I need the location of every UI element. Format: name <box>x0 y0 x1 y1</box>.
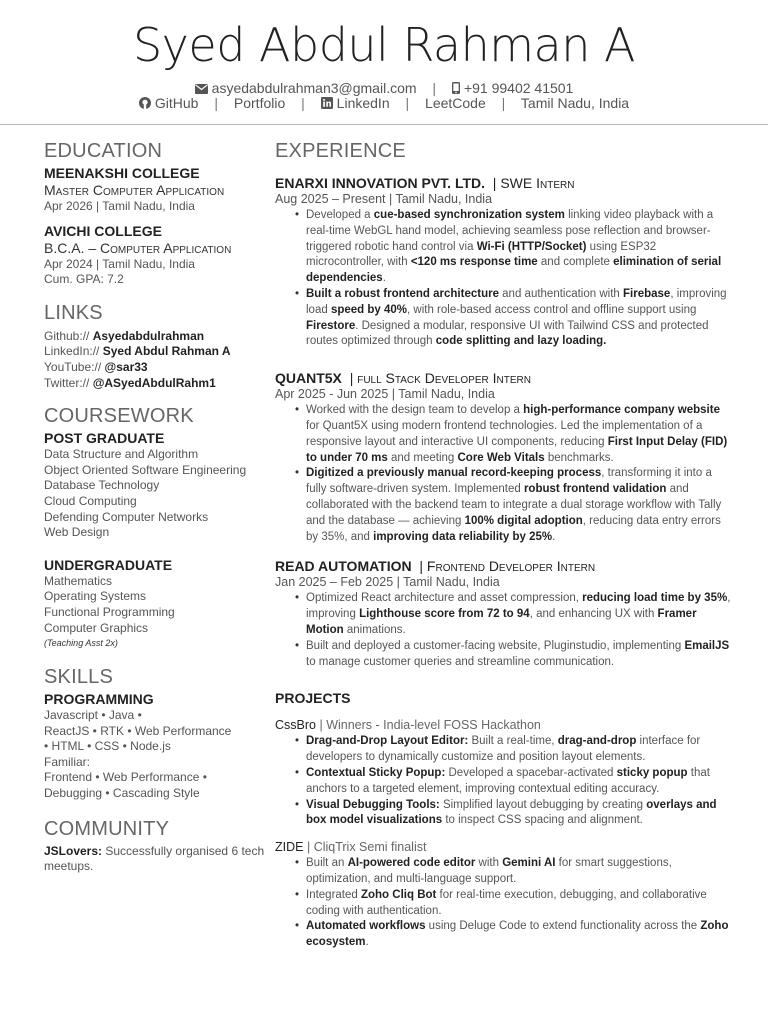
bold-phrase: Zoho ecosystem <box>306 920 729 949</box>
job-bullet: • Worked with the design team to develop a high-performance company website for Quant5X using modern frontend technologies. Led the implementation of a responsive layout and interactive UI components, reducing First Input Delay (FID) to under 70 ms and meeting Core Web Vitals benchmarks. <box>295 403 735 466</box>
project-bullet: • Visual Debugging Tools: Simplified layout debugging by creating overlays and box model visualizations to inspect CSS spacing and alignment. <box>295 798 735 830</box>
degree: Master Computer Application <box>44 182 225 198</box>
project-bullet: • Contextual Sticky Popup: Developed a spacebar-activated sticky popup that anchors to a targeted element, improving contextual editing accuracy. <box>295 766 735 798</box>
bold-phrase: code splitting and lazy loading. <box>435 335 607 348</box>
bold-phrase: AI-powered code editor <box>347 857 476 870</box>
job-role: | full Stack Developer Intern <box>349 370 531 387</box>
degree: B.C.A. – Computer Application <box>44 239 232 256</box>
company-name: QUANT5X <box>275 370 342 387</box>
separator: | <box>301 95 305 111</box>
job-bullet: • Optimized React architecture and asset compression, reducing load time by 35%, improving Lighthouse score from 72 to 94, and enhancing UX with Framer Motion animations. <box>295 591 735 638</box>
bold-phrase: First Input Delay (FID) to under 70 ms <box>306 435 728 464</box>
skill-line: Javascript • Java • <box>44 708 142 723</box>
experience-heading: EXPERIENCE <box>275 140 406 162</box>
separator: | <box>405 95 410 111</box>
linkedin-link-text: LinkedIn <box>336 95 390 111</box>
bold-phrase: EmailJS <box>684 639 730 652</box>
link-value: Asyedabdulrahman <box>92 328 205 343</box>
skills-list <box>44 708 266 802</box>
job-header <box>275 369 735 387</box>
bold-phrase: Gemini AI <box>502 857 556 870</box>
separator: | <box>214 95 218 111</box>
job-meta: Aug 2025 – Present | Tamil Nadu, India <box>275 192 493 206</box>
job-bullet: • Built and deployed a customer-facing website, Pluginstudio, implementing EmailJS to manage customer queries and streamline communication. <box>295 639 735 671</box>
project-tag: | CliqTrix Semi finalist <box>306 840 427 855</box>
link-label: Twitter:// <box>44 375 90 390</box>
link-item[interactable] <box>44 376 266 392</box>
email-text: asyedabdulrahman3@gmail.com <box>211 80 417 96</box>
job-entry <box>275 557 735 670</box>
course-item: Object Oriented Software Engineering <box>44 462 247 477</box>
github-link[interactable] <box>139 95 199 111</box>
job-bullet: • Built a robust frontend architecture and authentication with Firebase, improving load speed by 40%, with role-based access control and offline support using Firestore. Designed a modular, responsive UI with Tailwind CSS and protected routes optimized through code splitting and lazy loading. <box>295 287 735 350</box>
course-item: Web Design <box>44 525 110 540</box>
github-icon <box>139 97 151 109</box>
portfolio-link[interactable]: Portfolio <box>233 95 286 111</box>
teaching-note: (Teaching Asst 2x) <box>44 638 118 649</box>
job-bullet: • Digitized a previously manual record-keeping process, transforming it into a fully software-driven system. Implemented robust frontend validation and collaborated with the backend team to integrate a dual storage workflow with Tally and the database — achieving 100% digital adoption, reducing data entry errors by 35%, and improving data reliability by 25%. <box>295 466 735 545</box>
separator: | <box>432 80 437 96</box>
school-name: AVICHI COLLEGE <box>44 222 162 239</box>
link-value: @ASyedAbdulRahm1 <box>92 375 216 390</box>
projects-heading: PROJECTS <box>275 690 351 707</box>
job-meta: Apr 2025 - Jun 2025 | Tamil Nadu, India <box>275 387 495 402</box>
project-entry <box>275 839 735 951</box>
pg-heading: POST GRADUATE <box>44 430 165 447</box>
location-text: Tamil Nadu, India <box>520 95 630 111</box>
project-header <box>275 839 735 855</box>
bold-phrase: sticky popup <box>616 766 688 779</box>
project-bullet: • Drag-and-Drop Layout Editor: Built a real-time, drag-and-drop interface for developers to dynamically customize and position layout elements. <box>295 734 735 766</box>
bold-phrase: Zoho Cliq Bot <box>360 888 437 901</box>
phone-link[interactable] <box>452 80 573 96</box>
coursework-heading: COURSEWORK <box>44 405 194 428</box>
project-bullet: • Integrated Zoho Cliq Bot for real-time execution, debugging, and collaborative coding with authentication. <box>295 888 735 920</box>
project-bullets <box>295 734 735 829</box>
header-divider <box>0 124 768 125</box>
separator: | <box>501 95 506 111</box>
bold-phrase: robust frontend validation <box>523 483 667 496</box>
project-header <box>275 717 735 733</box>
job-bullet: • Developed a cue-based synchronization system linking video playback with a real-time WebGL hand model, achieving seamless pose reflection and browser-triggered robotic hand control via Wi-Fi (HTTP/Socket) using ESP32 microcontroller, with <120 ms response time and complete elimination of serial dependencies. <box>295 208 735 287</box>
bold-phrase: Firebase <box>623 287 671 300</box>
pg-course-list <box>44 447 266 541</box>
company-name: READ AUTOMATION <box>275 558 412 575</box>
company-name: ENARXI INNOVATION PVT. LTD. <box>275 175 486 191</box>
skill-line: • HTML • CSS • Node.js <box>44 739 171 754</box>
job-entry <box>275 174 735 350</box>
links-heading: LINKS <box>44 301 103 324</box>
bold-phrase: 100% digital adoption <box>464 514 583 527</box>
project-bullets <box>295 856 735 951</box>
bold-phrase: cue-based synchronization system <box>373 209 565 221</box>
project-entry <box>275 717 735 829</box>
bold-phrase: Lighthouse score from 72 to 94 <box>359 608 530 621</box>
bold-phrase: reducing load time by 35% <box>582 592 728 605</box>
envelope-icon <box>195 84 208 94</box>
link-item[interactable] <box>44 360 266 376</box>
project-name: CssBro <box>275 718 316 733</box>
link-value: Syed Abdul Rahman A <box>102 344 231 359</box>
bold-phrase: Visual Debugging Tools: <box>306 798 440 811</box>
job-meta: Jan 2025 – Feb 2025 | Tamil Nadu, India <box>275 575 500 590</box>
job-role: | SWE Intern <box>492 175 575 191</box>
link-value: @sar33 <box>104 359 148 374</box>
course-item: Functional Programming <box>44 604 175 619</box>
project-name: ZIDE <box>275 840 304 855</box>
job-bullets <box>295 591 735 670</box>
linkedin-icon <box>321 97 333 109</box>
programming-heading: PROGRAMMING <box>44 691 154 708</box>
job-header <box>275 557 735 575</box>
education-date: Apr 2024 | Tamil Nadu, India <box>44 256 195 271</box>
resume-name: Syed Abdul Rahman A <box>132 18 635 72</box>
course-item: Data Structure and Algorithm <box>44 447 199 462</box>
bold-phrase: Built a robust frontend architecture <box>306 287 499 300</box>
project-bullet: • Automated workflows using Deluge Code to extend functionality across the Zoho ecosystem. <box>295 919 735 951</box>
link-item[interactable] <box>44 344 266 360</box>
bold-phrase: Framer Motion <box>306 608 697 636</box>
linkedin-link[interactable] <box>321 95 390 111</box>
community-text: Successfully organised 6 tech meetups. <box>44 843 265 874</box>
community-heading: COMMUNITY <box>44 817 170 840</box>
education-entry <box>44 165 266 215</box>
community-org: JSLovers: <box>44 843 103 858</box>
ug-heading: UNDERGRADUATE <box>44 556 173 573</box>
job-header <box>275 174 735 192</box>
course-item: Cloud Computing <box>44 493 137 508</box>
bold-phrase: Automated workflows <box>306 920 426 933</box>
email-link[interactable] <box>195 80 417 96</box>
bold-phrase: Contextual Sticky Popup: <box>306 766 446 779</box>
phone-icon <box>452 82 460 94</box>
link-label: Github:// <box>44 328 90 343</box>
skill-line: Debugging • Cascading Style <box>44 786 200 801</box>
job-bullets <box>295 208 735 350</box>
community-entry <box>44 844 266 875</box>
job-entry <box>275 369 735 545</box>
bold-phrase: overlays and box model visualizations <box>306 798 717 827</box>
leetcode-link[interactable]: LeetCode <box>425 95 486 111</box>
course-item: Defending Computer Networks <box>44 509 209 524</box>
skill-line: ReactJS • RTK • Web Performance <box>44 723 232 738</box>
education-date: Apr 2026 | Tamil Nadu, India <box>44 199 195 213</box>
bold-phrase: Wi-Fi (HTTP/Socket) <box>476 240 587 253</box>
school-name: MEENAKSHI COLLEGE <box>44 165 200 181</box>
phone-text: +91 99402 41501 <box>463 80 574 96</box>
bold-phrase: Digitized a previously manual record-keeping process <box>306 467 602 480</box>
gpa: Cum. GPA: 7.2 <box>44 272 124 287</box>
link-label: LinkedIn:// <box>44 344 100 359</box>
skill-line: Familiar: <box>44 754 91 769</box>
bold-phrase: drag-and-drop <box>557 735 637 748</box>
contact-line-primary <box>0 80 768 96</box>
link-item[interactable] <box>44 329 266 345</box>
bold-phrase: Firestore <box>306 319 356 332</box>
github-link-text: GitHub <box>154 95 199 111</box>
left-column <box>44 138 266 875</box>
bold-phrase: high-performance company website <box>523 404 720 417</box>
job-bullets <box>295 403 735 545</box>
education-heading: EDUCATION <box>44 140 163 162</box>
skills-heading: SKILLS <box>44 666 114 689</box>
links-list <box>44 329 266 391</box>
link-label: YouTube:// <box>44 359 102 374</box>
bold-phrase: <120 ms response time <box>410 256 538 269</box>
right-column <box>275 138 735 951</box>
bold-phrase: speed by 40% <box>330 303 408 316</box>
course-item: Database Technology <box>44 478 160 493</box>
job-role: | Frontend Developer Intern <box>419 558 596 575</box>
bold-phrase: Drag-and-Drop Layout Editor: <box>306 735 469 748</box>
bold-phrase: improving data reliability by 25% <box>373 530 553 543</box>
contact-line-links <box>0 95 768 111</box>
bold-phrase: elimination of serial dependencies <box>306 256 722 285</box>
project-tag: | Winners - India-level FOSS Hackathon <box>319 718 541 733</box>
course-item: Computer Graphics <box>44 620 149 635</box>
education-entry <box>44 223 266 288</box>
project-bullet: • Built an AI-powered code editor with Gemini AI for smart suggestions, optimization, and multi-language support. <box>295 856 735 888</box>
skill-line: Frontend • Web Performance • <box>44 770 207 785</box>
course-item: Mathematics <box>44 573 113 588</box>
ug-course-list <box>44 574 266 650</box>
course-item: Operating Systems <box>44 589 147 604</box>
bold-phrase: Core Web Vitals <box>457 451 545 464</box>
